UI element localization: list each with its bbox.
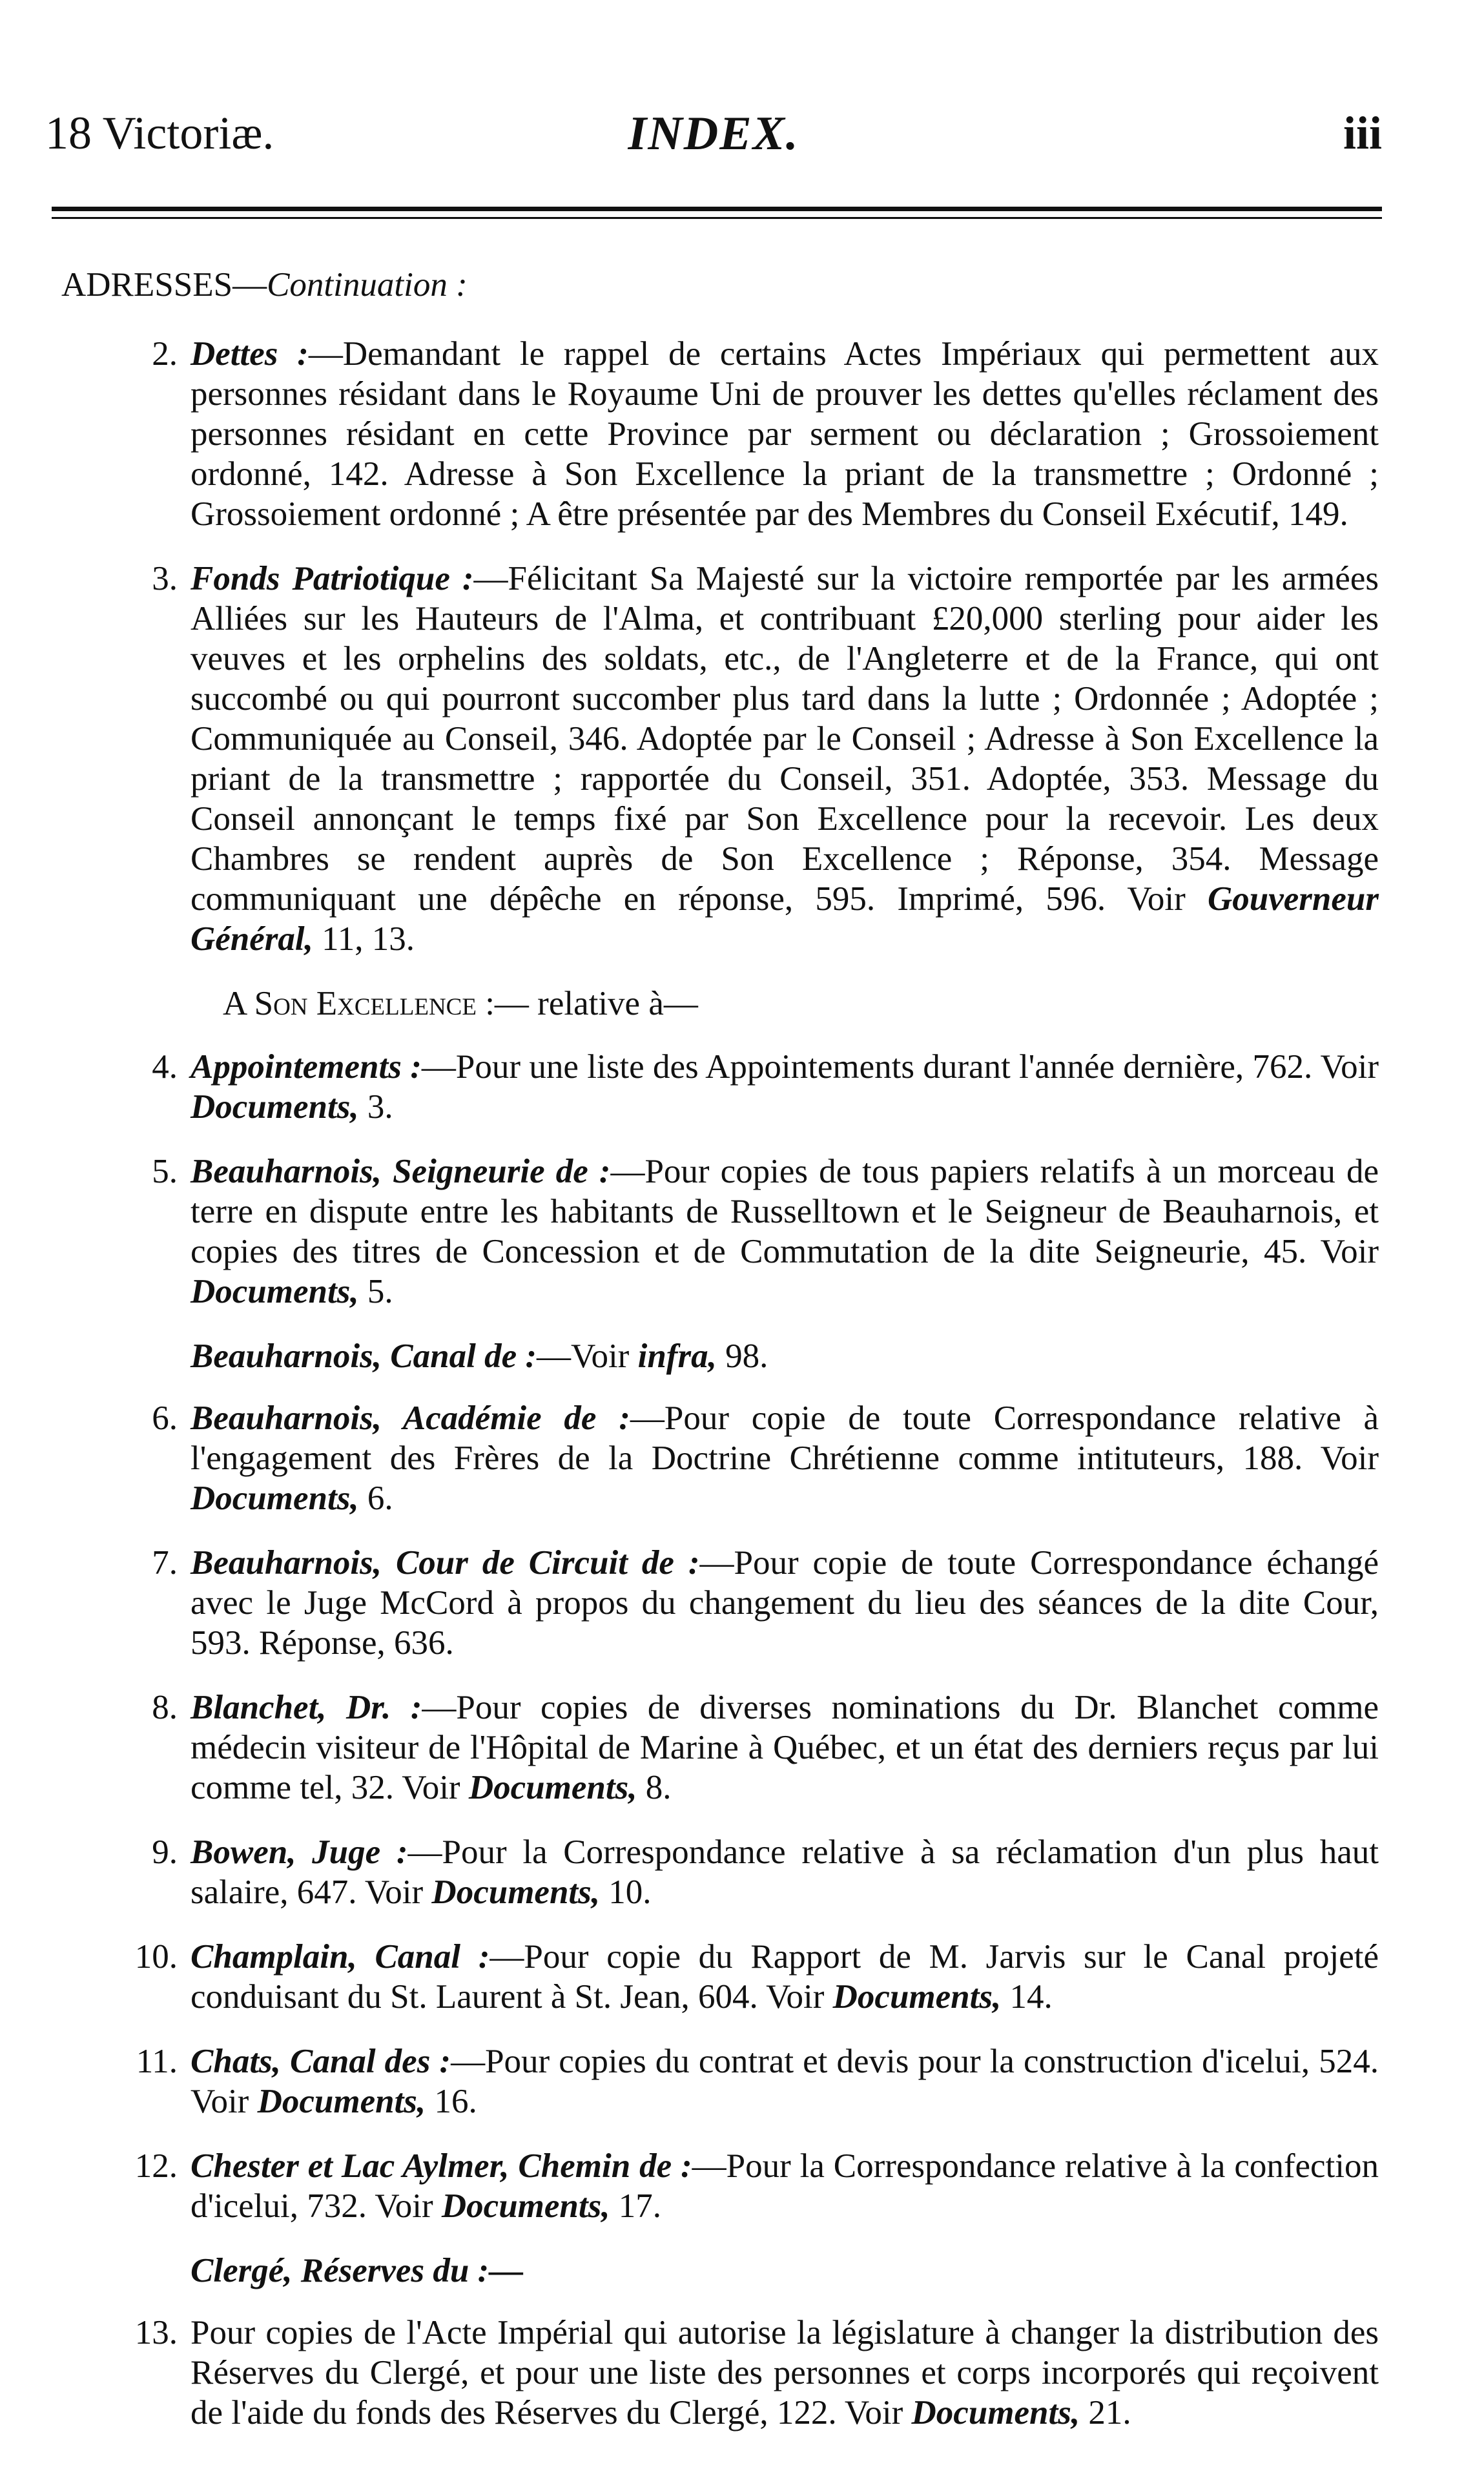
index-entry-11 (61, 2041, 1379, 2121)
entry-reference: Documents, (441, 2187, 610, 2225)
index-entry-13 (61, 2313, 1379, 2433)
index-entry-7 (61, 1543, 1379, 1663)
cross-reference-canal (61, 1336, 1379, 1376)
entry-subject: Blanchet, Dr. : (191, 1689, 422, 1726)
entry-text: —Pour copies de diverses nominations du Dr. Blanchet comme médecin visiteur de l'Hôpital de Marine à Québec, et un état des derniers reçus par lui comme tel, 32. Voir (191, 1689, 1379, 1806)
section-continuation: Continuation : (267, 266, 468, 304)
subheading-prefix: A Son Excellence : (223, 985, 495, 1022)
header-rule-thick (52, 207, 1382, 211)
entry-reference: Documents, (832, 1978, 1002, 2016)
entry-number: 5. (152, 1153, 178, 1190)
entry-number: 12. (134, 2147, 178, 2185)
entry-reference: Documents, (191, 1273, 359, 1310)
entry-subject: Bowen, Juge : (191, 1833, 408, 1871)
entry-text: —Pour copies de tous papiers relatifs à un morceau de terre en dispute entre les habitants de Russelltown et le Seigneur de Beauharnois, et copies des titres de Concession et de Commutation de la dite Seigneurie, 45. Voir (191, 1153, 1379, 1270)
section-heading (61, 265, 1379, 305)
entry-reference: Documents, (191, 1480, 359, 1517)
entry-tail: 10. (600, 1873, 652, 1911)
entry-tail: 17. (610, 2187, 661, 2225)
subheading-suffix: — relative à— (494, 985, 698, 1022)
entry-tail: 21. (1080, 2394, 1131, 2431)
entry-reference: Documents, (911, 2394, 1080, 2431)
crossref-text: —Voir (537, 1337, 638, 1375)
entry-reference: Documents, (191, 1088, 359, 1126)
entry-text: —Pour copie de toute Correspondance relative à l'engagement des Frères de la Doctrine Chrétienne comme intituteurs, 188. Voir (191, 1399, 1379, 1477)
entry-text: —Demandant le rappel de certains Actes Impériaux qui permettent aux personnes résidant dans le Royaume Uni de prouver les dettes qu'elles réclament des personnes résidant en cette Province par serment ou déclaration ; Grossoiement ordonné, 142. Adresse à Son Excellence la priant de la transmettre ; Ordonné ; Grossoiement ordonné ; A être présentée par des Membres du Conseil Exécutif, 149. (191, 335, 1379, 533)
index-entry-12 (61, 2146, 1379, 2226)
running-head-left: 18 Victoriæ. (45, 107, 274, 159)
entry-reference: Gouverneur Général, (191, 880, 1379, 958)
entry-number: 10. (134, 1938, 178, 1976)
entry-number: 13. (134, 2314, 178, 2351)
index-entry-5 (61, 1151, 1379, 1312)
page-header (45, 107, 1382, 178)
entry-number: 8. (152, 1689, 178, 1726)
running-head-title: INDEX. (628, 107, 799, 160)
entry-number: 3. (152, 560, 178, 597)
entry-tail: 14. (1001, 1978, 1053, 2016)
entry-subject: Beauharnois, Seigneurie de : (191, 1153, 611, 1190)
entry-number: 9. (152, 1833, 178, 1871)
entry-text: —Pour une liste des Appointements durant l'année dernière, 762. Voir (421, 1048, 1379, 1086)
entry-text: —Félicitant Sa Majesté sur la victoire remportée par les armées Alliées sur les Hauteurs de l'Alma, et contribuant £20,000 sterling pour aider les veuves et les orphelins des soldats, etc., de l'Angleterre et de la France, qui ont succombé ou qui pourront succomber plus tard dans la lutte ; Ordonnée ; Adoptée ; Communiquée au Conseil, 346. Adoptée par le Conseil ; Adresse à Son Excellence la priant de la transmettre ; rapportée du Conseil, 351. Adoptée, 353. Message du Conseil annonçant le temps fixé par Son Excellence pour la recevoir. Les deux Chambres se rendent auprès de Son Excellence ; Réponse, 354. Message communiquant une dépêche en réponse, 595. Imprimé, 596. Voir (191, 560, 1379, 918)
entry-text: —Pour copies du contrat et devis pour la construction d'icelui, 524. Voir (191, 2043, 1379, 2120)
entry-text: —Pour copie du Rapport de M. Jarvis sur le Canal projeté conduisant du St. Laurent à St. Jean, 604. Voir (191, 1938, 1379, 2016)
entry-number: 7. (152, 1544, 178, 1582)
entry-subject: Appointements : (191, 1048, 422, 1086)
entry-text: —Pour la Correspondance relative à sa réclamation d'un plus haut salaire, 647. Voir (191, 1833, 1379, 1911)
index-entry-3 (61, 559, 1379, 959)
entry-subject: Champlain, Canal : (191, 1938, 490, 1976)
index-entry-6 (61, 1398, 1379, 1518)
entry-subject: Dettes : (191, 335, 309, 373)
entry-tail: 8. (637, 1769, 672, 1806)
entry-reference: Documents, (431, 1873, 601, 1911)
index-body (61, 265, 1379, 2457)
crossref-tail: 98. (716, 1337, 768, 1375)
entry-number: 2. (152, 335, 178, 373)
entry-subject: Beauharnois, Académie de : (191, 1399, 630, 1437)
entry-tail: 11, 13. (313, 920, 415, 958)
entry-tail: 3. (358, 1088, 393, 1126)
entry-subject: Beauharnois, Cour de Circuit de : (191, 1544, 700, 1582)
index-entry-10 (61, 1937, 1379, 2017)
index-entry-8 (61, 1688, 1379, 1808)
entry-number: 6. (152, 1399, 178, 1437)
index-entry-9 (61, 1832, 1379, 1912)
crossref-reference: infra, (637, 1337, 717, 1375)
header-rule-thin (52, 217, 1382, 219)
entry-reference: Documents, (468, 1769, 637, 1806)
entry-number: 11. (136, 2043, 178, 2080)
entry-subject: Fonds Patriotique : (191, 560, 474, 597)
entry-reference: Documents, (257, 2083, 426, 2120)
entry-subject: Chats, Canal des : (191, 2043, 451, 2080)
entry-tail: 5. (358, 1273, 393, 1310)
entry-subject: Chester et Lac Aylmer, Chemin de : (191, 2147, 692, 2185)
entry-text: —Pour copie de toute Correspondance échangé avec le Juge McCord à propos du changement du lieu des séances de la dite Cour, 593. Réponse, 636. (191, 1544, 1379, 1662)
entry-number: 4. (152, 1048, 178, 1086)
subheading-son-excellence (61, 984, 1379, 1024)
section-title: ADRESSES— (61, 266, 267, 304)
crossref-subject: Beauharnois, Canal de : (191, 1337, 537, 1375)
entry-tail: 16. (426, 2083, 477, 2120)
entry-tail: 6. (358, 1480, 393, 1517)
page-number: iii (1343, 107, 1382, 159)
entry-text: —Pour la Correspondance relative à la confection d'icelui, 732. Voir (191, 2147, 1379, 2225)
clerge-heading: Clergé, Réserves du :— (191, 2252, 524, 2289)
index-entry-2 (61, 334, 1379, 534)
subheading-clerge (61, 2251, 1379, 2291)
index-entry-4 (61, 1047, 1379, 1127)
entry-text: Pour copies de l'Acte Impérial qui autorise la législature à changer la distribution des Réserves du Clergé, et pour une liste des personnes et corps incorporés qui reçoivent de l'aide du fonds des Réserves du Clergé, 122. Voir (191, 2314, 1379, 2431)
